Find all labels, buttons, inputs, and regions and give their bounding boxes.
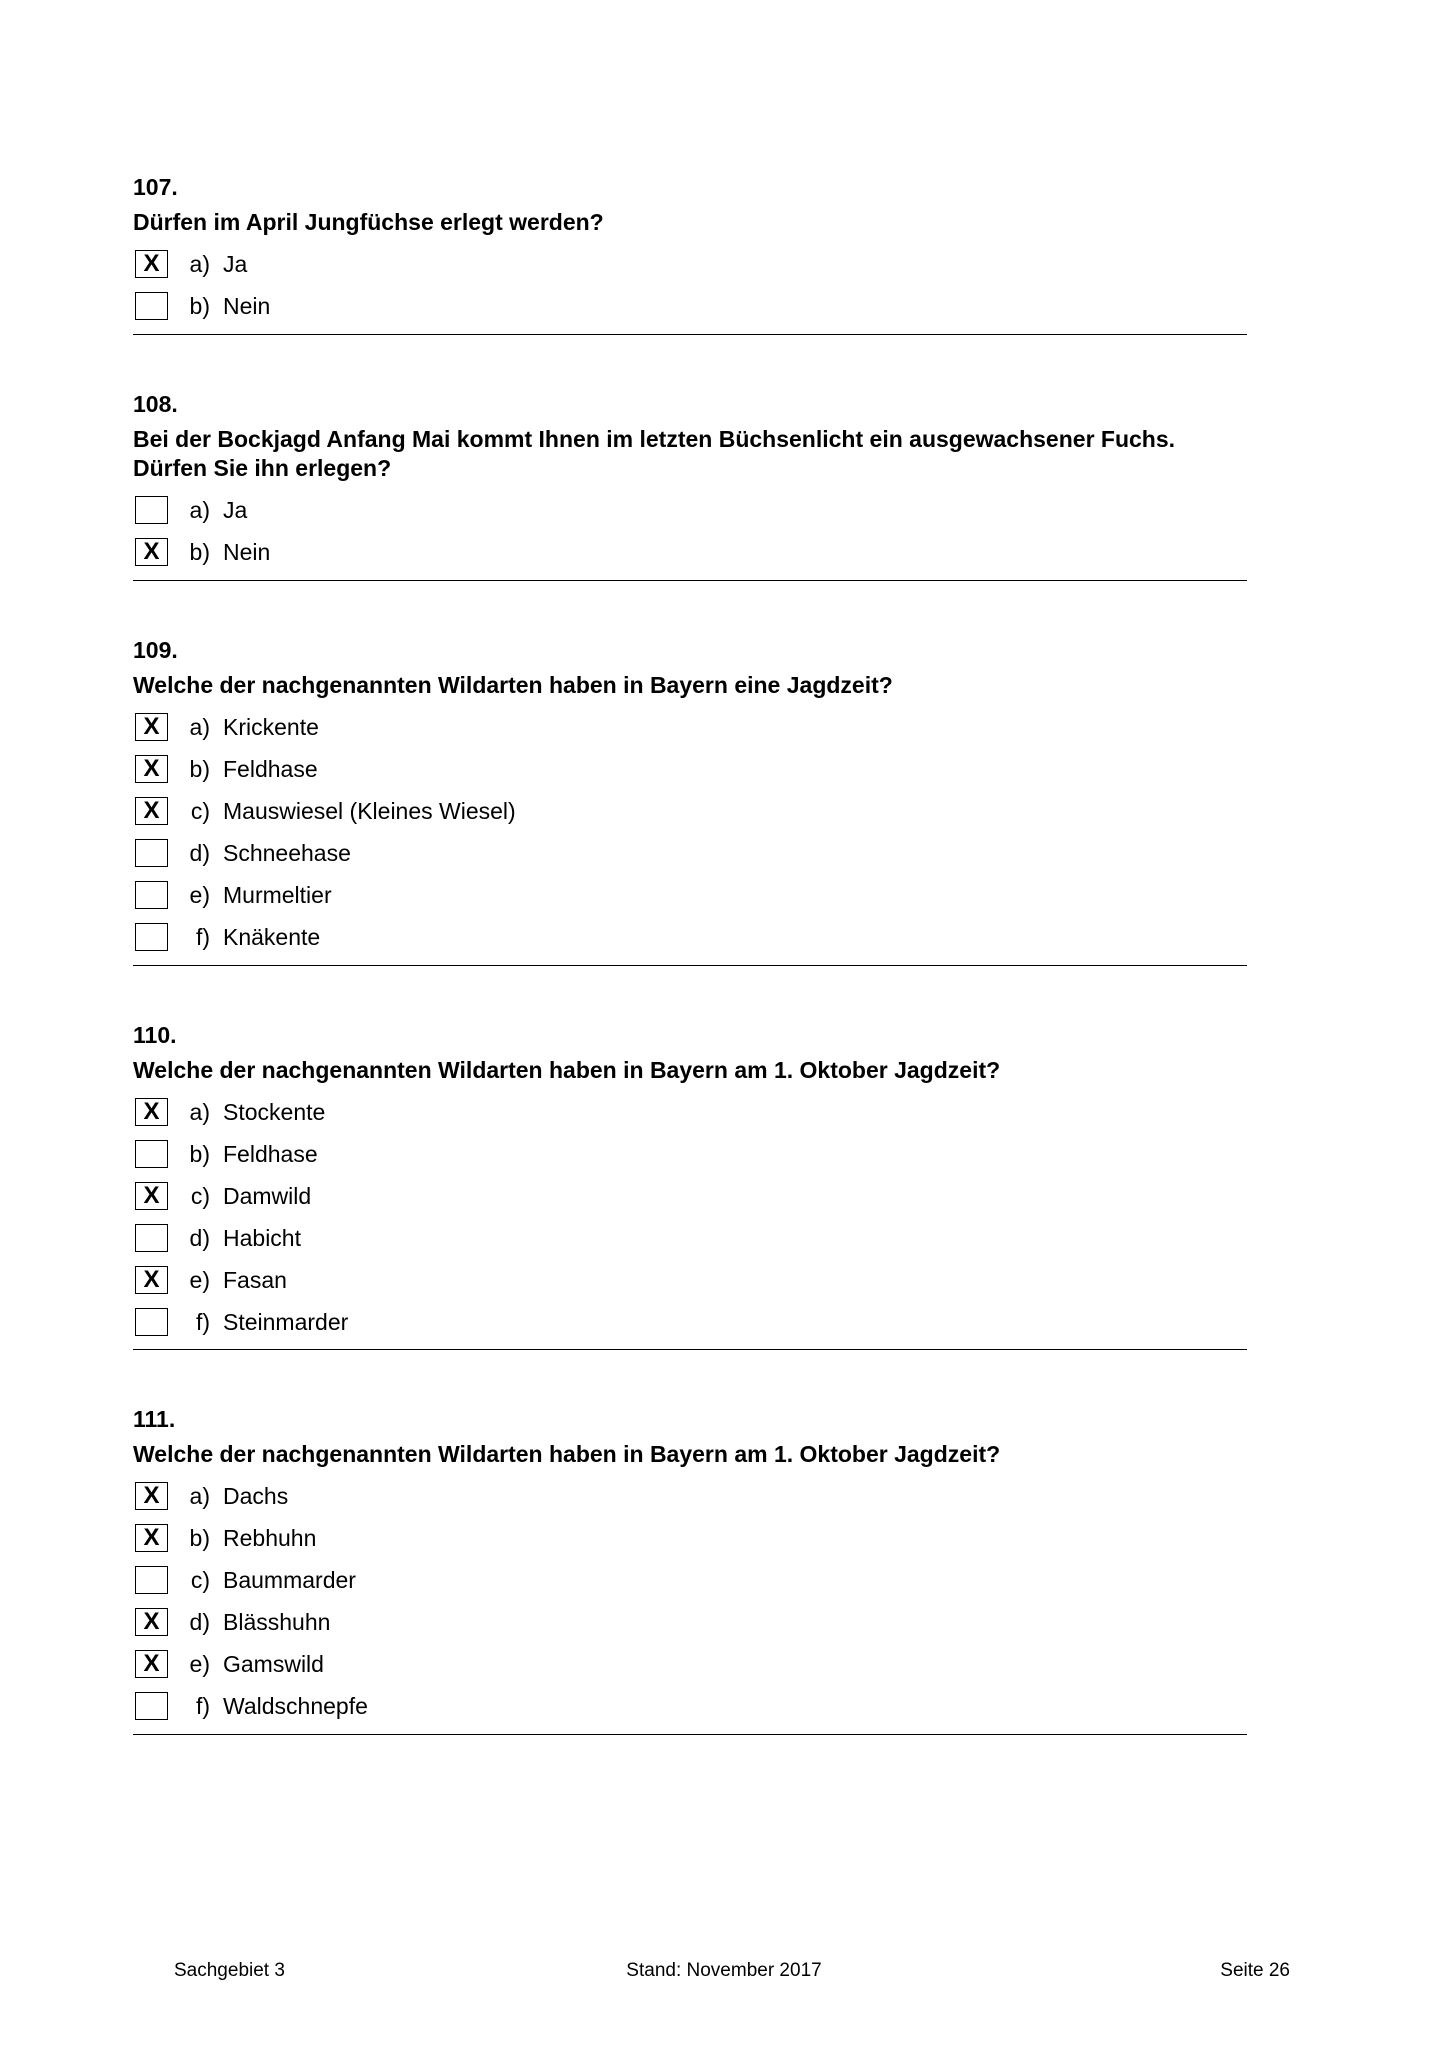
answer-checkbox[interactable]: X (135, 1608, 168, 1636)
section-divider (133, 1349, 1247, 1350)
answer-letter: f) (195, 1308, 210, 1335)
answer-text: Damwild (223, 1182, 312, 1209)
answer-text: Nein (223, 292, 271, 319)
answer-text: Steinmarder (223, 1308, 349, 1335)
section-divider (133, 334, 1247, 335)
answer-checkbox[interactable] (135, 1308, 168, 1336)
answer-checkbox[interactable] (135, 923, 168, 951)
question-108 (133, 390, 1247, 573)
answer-checkbox[interactable]: X (135, 1650, 168, 1678)
answer-letter: f) (195, 923, 210, 950)
answer-text: Dachs (223, 1482, 289, 1509)
answer-option (133, 1559, 1247, 1601)
answer-option (133, 1259, 1247, 1301)
answer-text: Nein (223, 538, 271, 565)
answer-letter: a) (189, 1482, 210, 1509)
answer-text: Baummarder (223, 1566, 356, 1593)
answer-checkbox[interactable]: X (135, 1524, 168, 1552)
answer-letter: e) (189, 881, 210, 908)
question-number: 111. (133, 1406, 176, 1432)
answer-letter: c) (190, 1566, 210, 1593)
answer-text: Blässhuhn (223, 1608, 331, 1635)
answer-letter: c) (190, 797, 210, 824)
answer-option (133, 874, 1247, 916)
question-text: Welche der nachgenannten Wildarten haben in Bayern am 1. Oktober Jagdzeit? (133, 1441, 1001, 1467)
answer-text: Ja (223, 496, 248, 523)
answer-text: Waldschnepfe (223, 1692, 368, 1719)
answer-option (133, 1301, 1247, 1343)
answer-letter: a) (189, 713, 210, 740)
answer-text: Feldhase (223, 1140, 318, 1167)
answer-list (133, 706, 1247, 958)
answer-option (133, 706, 1247, 748)
answer-text: Murmeltier (223, 881, 332, 908)
answer-option (133, 832, 1247, 874)
answer-letter: b) (189, 755, 210, 782)
question-number: 107. (133, 174, 178, 200)
answer-letter: b) (189, 538, 210, 565)
question-111 (133, 1405, 1247, 1727)
footer-page-number: Seite 26 (1220, 1960, 1290, 1981)
answer-option (133, 790, 1247, 832)
answer-checkbox[interactable] (135, 1140, 168, 1168)
answer-option (133, 489, 1247, 531)
answer-list (133, 489, 1247, 573)
answer-text: Schneehase (223, 839, 351, 866)
question-109 (133, 636, 1247, 958)
answer-letter: d) (189, 1608, 210, 1635)
answer-list (133, 1091, 1247, 1343)
answer-option (133, 1175, 1247, 1217)
answer-checkbox[interactable]: X (135, 797, 168, 825)
answer-text: Knäkente (223, 923, 321, 950)
answer-text: Habicht (223, 1224, 301, 1251)
answer-checkbox[interactable] (135, 1692, 168, 1720)
answer-option (133, 1475, 1247, 1517)
answer-text: Fasan (223, 1266, 287, 1293)
answer-letter: e) (189, 1266, 210, 1293)
answer-checkbox[interactable] (135, 1566, 168, 1594)
answer-text: Feldhase (223, 755, 318, 782)
footer-subject: Sachgebiet 3 (174, 1960, 285, 1981)
question-number: 109. (133, 637, 178, 663)
question-110 (133, 1021, 1247, 1343)
answer-letter: a) (189, 1098, 210, 1125)
answer-text: Stockente (223, 1098, 326, 1125)
answer-option (133, 1517, 1247, 1559)
answer-checkbox[interactable]: X (135, 1182, 168, 1210)
answer-option (133, 748, 1247, 790)
answer-list (133, 1475, 1247, 1727)
question-text: Dürfen im April Jungfüchse erlegt werden? (133, 209, 604, 235)
answer-option (133, 243, 1247, 285)
footer-date: Stand: November 2017 (626, 1960, 822, 1981)
answer-letter: d) (189, 839, 210, 866)
answer-checkbox[interactable]: X (135, 1266, 168, 1294)
answer-letter: a) (189, 496, 210, 523)
answer-letter: a) (189, 250, 210, 277)
answer-letter: b) (189, 1524, 210, 1551)
answer-letter: b) (189, 292, 210, 319)
answer-text: Krickente (223, 713, 319, 740)
answer-text: Rebhuhn (223, 1524, 317, 1551)
question-text: Bei der Bockjagd Anfang Mai kommt Ihnen im letzten Büchsenlicht ein ausgewachsener Fuchs. (133, 426, 1176, 452)
answer-checkbox[interactable]: X (135, 755, 168, 783)
answer-checkbox[interactable]: X (135, 1482, 168, 1510)
answer-letter: b) (189, 1140, 210, 1167)
answer-option (133, 531, 1247, 573)
answer-option (133, 1217, 1247, 1259)
answer-option (133, 916, 1247, 958)
answer-checkbox[interactable] (135, 1224, 168, 1252)
answer-text: Mauswiesel (Kleines Wiesel) (223, 797, 516, 824)
answer-checkbox[interactable] (135, 881, 168, 909)
answer-option (133, 1643, 1247, 1685)
answer-checkbox[interactable]: X (135, 538, 168, 566)
answer-option (133, 1133, 1247, 1175)
answer-option (133, 1601, 1247, 1643)
answer-option (133, 1685, 1247, 1727)
question-number: 108. (133, 391, 178, 417)
answer-checkbox[interactable]: X (135, 250, 168, 278)
question-107 (133, 173, 1247, 327)
answer-checkbox[interactable] (135, 292, 168, 320)
answer-letter: d) (189, 1224, 210, 1251)
question-number: 110. (133, 1022, 177, 1048)
answer-checkbox[interactable] (135, 496, 168, 524)
answer-list (133, 243, 1247, 327)
answer-checkbox[interactable]: X (135, 1098, 168, 1126)
answer-option (133, 1091, 1247, 1133)
section-divider (133, 965, 1247, 966)
question-text: Welche der nachgenannten Wildarten haben in Bayern am 1. Oktober Jagdzeit? (133, 1057, 1001, 1083)
answer-option (133, 285, 1247, 327)
answer-checkbox[interactable] (135, 839, 168, 867)
question-text-line2: Dürfen Sie ihn erlegen? (133, 455, 392, 481)
question-text: Welche der nachgenannten Wildarten haben in Bayern eine Jagdzeit? (133, 672, 893, 698)
answer-letter: e) (189, 1650, 210, 1677)
section-divider (133, 580, 1247, 581)
answer-text: Gamswild (223, 1650, 324, 1677)
answer-letter: f) (195, 1692, 210, 1719)
answer-checkbox[interactable]: X (135, 713, 168, 741)
answer-letter: c) (190, 1182, 210, 1209)
section-divider (133, 1734, 1247, 1735)
answer-text: Ja (223, 250, 248, 277)
